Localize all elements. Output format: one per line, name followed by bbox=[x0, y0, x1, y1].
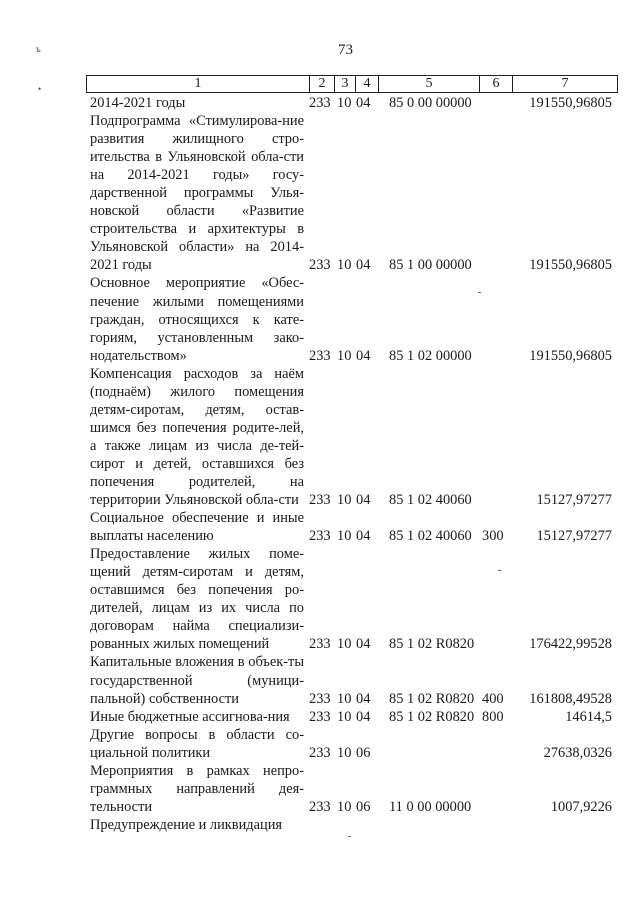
cell-c3: 10 bbox=[337, 798, 352, 815]
cell-c2: 233 bbox=[309, 798, 331, 815]
cell-c3: 10 bbox=[337, 690, 352, 707]
cell-c2: 233 bbox=[309, 492, 331, 509]
cell-c2: 233 bbox=[309, 708, 331, 725]
cell-c5: 85 0 00 00000 bbox=[389, 95, 472, 111]
cell-c7: 191550,96805 bbox=[529, 95, 612, 111]
scan-speck bbox=[478, 292, 481, 293]
col-header-1: 1 bbox=[87, 76, 310, 93]
cell-c2: 233 bbox=[309, 347, 331, 364]
col-header-6: 6 bbox=[480, 76, 513, 93]
row-codes bbox=[86, 690, 616, 708]
cell-c7: 161808,49528 bbox=[529, 690, 612, 707]
scan-speck bbox=[348, 836, 351, 837]
table-row bbox=[86, 545, 616, 653]
table-row bbox=[86, 708, 616, 726]
cell-c7: 15127,97277 bbox=[536, 528, 612, 545]
cell-c7: 15127,97277 bbox=[536, 492, 612, 509]
cell-c6: 300 bbox=[482, 528, 504, 545]
row-codes bbox=[86, 635, 616, 653]
row-description: Другие вопросы в области со-циальной политики bbox=[90, 726, 304, 761]
row-description: Мероприятия в рамках непро-граммных направлений дея-тельности bbox=[90, 762, 304, 815]
row-description: Основное мероприятие «Обес-печение жилыми помещениями граждан, относящихся к кате-гориям, установленным зако-нодательством» bbox=[90, 275, 304, 364]
cell-c3: 10 bbox=[337, 708, 352, 725]
scan-speck bbox=[498, 570, 501, 571]
cell-c5: 85 1 00 00000 bbox=[389, 257, 472, 274]
table-row bbox=[86, 112, 616, 274]
cell-c4: 04 bbox=[356, 347, 371, 364]
col-header-5: 5 bbox=[379, 76, 480, 93]
cell-c5: 85 1 02 40060 bbox=[389, 528, 472, 545]
cell-c2: 233 bbox=[309, 690, 331, 707]
cell-c4: 04 bbox=[356, 95, 371, 111]
cell-c5: 85 1 02 R0820 bbox=[389, 690, 475, 707]
row-description: 2014-2021 годы bbox=[90, 95, 186, 111]
cell-c5: 11 0 00 00000 bbox=[389, 798, 472, 815]
row-description: Компенсация расходов за наём (поднаём) жилого помещения детям-сиротам, детям, остав-шимся без попечения родите-лей, а также лицам из числа де-тей-сирот и детей, оставшихся без попечения родителей, на территории Ульяновской обла-сти bbox=[90, 365, 304, 509]
cell-c7: 191550,96805 bbox=[529, 347, 612, 364]
cell-c3: 10 bbox=[337, 492, 352, 509]
table-row bbox=[86, 509, 616, 545]
col-header-7: 7 bbox=[513, 76, 618, 93]
cell-c3: 10 bbox=[337, 257, 352, 274]
row-description: Социальное обеспечение и иные выплаты населению bbox=[90, 510, 304, 545]
cell-c3: 10 bbox=[337, 347, 352, 364]
cell-c2: 233 bbox=[309, 95, 331, 111]
margin-mark: ъ bbox=[36, 44, 41, 54]
row-codes bbox=[86, 798, 616, 816]
cell-c6: 400 bbox=[482, 690, 504, 707]
row-description: Предоставление жилых поме-щений детям-сиротам и детям, оставшимся без попечения ро-дителей, лицам из их числа по договорам найма специализи-рованных жилых помещений bbox=[90, 546, 304, 653]
row-description: Капитальные вложения в объек-ты государственной (муници-пальной) собственности bbox=[90, 654, 304, 707]
row-description: Подпрограмма «Стимулирова-ние развития жилищного стро-ительства в Ульяновской обла-сти на 2014-2021 годы» госу-дарственной программы Улья-новской области «Развитие строительства и архитектуры в Ульяновской области» на 2014-2021 годы bbox=[90, 113, 304, 274]
row-codes bbox=[86, 527, 616, 545]
cell-c4: 06 bbox=[356, 744, 371, 761]
col-header-3: 3 bbox=[335, 76, 356, 93]
page-number: 73 bbox=[338, 42, 353, 58]
cell-c7: 14614,5 bbox=[565, 708, 612, 725]
cell-c7: 27638,0326 bbox=[543, 744, 612, 761]
cell-c2: 233 bbox=[309, 528, 331, 545]
cell-c6: 800 bbox=[482, 708, 504, 725]
row-description: Предупреждение и ликвидация bbox=[90, 816, 283, 833]
table-row bbox=[86, 653, 616, 707]
col-header-4: 4 bbox=[356, 76, 379, 93]
cell-c3: 10 bbox=[337, 636, 352, 653]
cell-c5: 85 1 02 R0820 bbox=[389, 708, 475, 725]
row-codes bbox=[86, 94, 616, 112]
table-row bbox=[86, 762, 616, 816]
cell-c4: 04 bbox=[356, 492, 371, 509]
cell-c2: 233 bbox=[309, 744, 331, 761]
row-description: Иные бюджетные ассигнова-ния bbox=[90, 708, 290, 725]
cell-c4: 04 bbox=[356, 528, 371, 545]
cell-c7: 1007,9226 bbox=[550, 798, 612, 815]
cell-c2: 233 bbox=[309, 636, 331, 653]
margin-mark: • bbox=[38, 84, 42, 94]
table-row bbox=[86, 94, 616, 112]
cell-c2: 233 bbox=[309, 257, 331, 274]
cell-c4: 04 bbox=[356, 257, 371, 274]
cell-c4: 04 bbox=[356, 708, 371, 725]
cell-c5: 85 1 02 40060 bbox=[389, 492, 472, 509]
cell-c3: 10 bbox=[337, 528, 352, 545]
row-codes bbox=[86, 347, 616, 365]
cell-c7: 191550,96805 bbox=[529, 257, 612, 274]
cell-c5: 85 1 02 00000 bbox=[389, 347, 472, 364]
table-row bbox=[86, 726, 616, 762]
row-codes bbox=[86, 816, 616, 834]
column-header-table bbox=[86, 75, 618, 93]
cell-c5: 85 1 02 R0820 bbox=[389, 636, 475, 653]
cell-c3: 10 bbox=[337, 744, 352, 761]
col-header-2: 2 bbox=[310, 76, 335, 93]
table-row bbox=[86, 816, 616, 834]
cell-c7: 176422,99528 bbox=[529, 636, 612, 653]
row-codes bbox=[86, 491, 616, 509]
cell-c4: 04 bbox=[356, 636, 371, 653]
row-codes bbox=[86, 256, 616, 274]
cell-c4: 04 bbox=[356, 690, 371, 707]
row-codes bbox=[86, 744, 616, 762]
budget-table-body bbox=[86, 94, 616, 834]
table-row bbox=[86, 274, 616, 364]
cell-c3: 10 bbox=[337, 95, 352, 111]
cell-c4: 06 bbox=[356, 798, 371, 815]
row-codes bbox=[86, 708, 616, 726]
table-row bbox=[86, 365, 616, 509]
